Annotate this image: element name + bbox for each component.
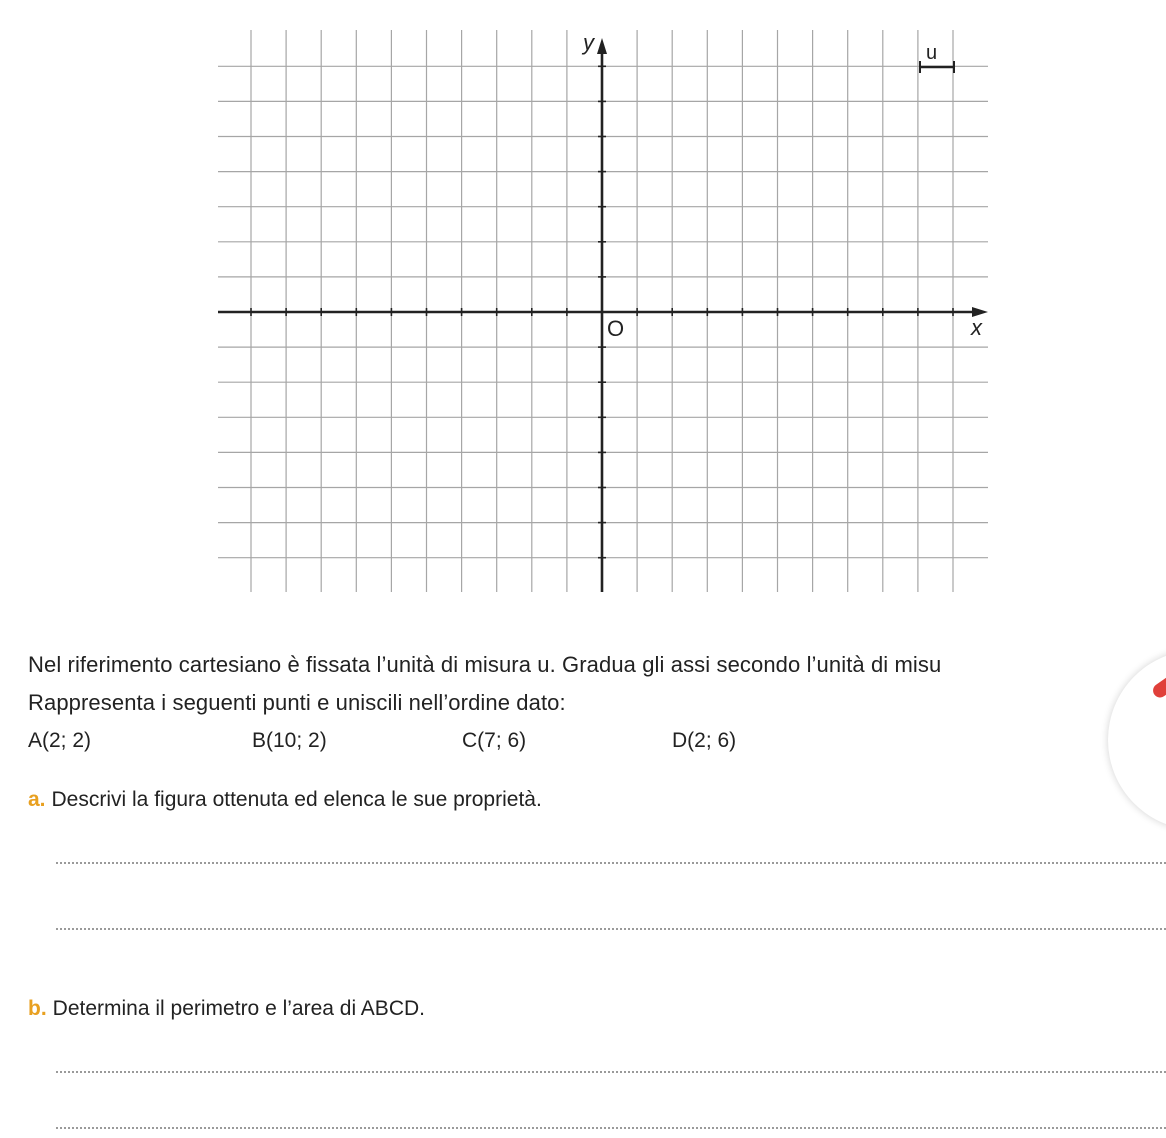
question-b [28,997,425,1021]
intro-line-1: Nel riferimento cartesiano è fissata l’unità di misura u. Gradua gli assi secondo l’unità di misu [28,652,942,677]
y-axis-label: y [583,30,594,55]
point-d: D(2; 6) [672,729,737,752]
answer-line-a2[interactable] [56,928,1166,930]
x-axis-label: x [971,315,982,340]
y-axis-arrow-icon [597,38,607,54]
question-a-letter: a. [28,788,46,811]
point-a: A(2; 2) [28,729,92,752]
answer-line-b1[interactable] [56,1071,1166,1073]
question-a-text: Descrivi la figura ottenuta ed elenca le sue proprietà. [51,788,542,811]
answer-line-b2[interactable] [56,1127,1166,1129]
question-a [28,788,542,812]
side-tab-circle [1108,650,1166,830]
point-b: B(10; 2) [252,729,327,752]
question-b-letter: b. [28,997,47,1020]
question-b-text: Determina il perimetro e l’area di ABCD. [52,997,425,1020]
origin-label: O [607,316,625,341]
answer-line-a1[interactable] [56,862,1166,864]
intro-line-2: Rappresenta i seguenti punti e uniscili nell’ordine dato: [28,690,566,715]
point-c: C(7; 6) [462,729,527,752]
axes [218,38,988,592]
unit-label: u [926,42,938,64]
